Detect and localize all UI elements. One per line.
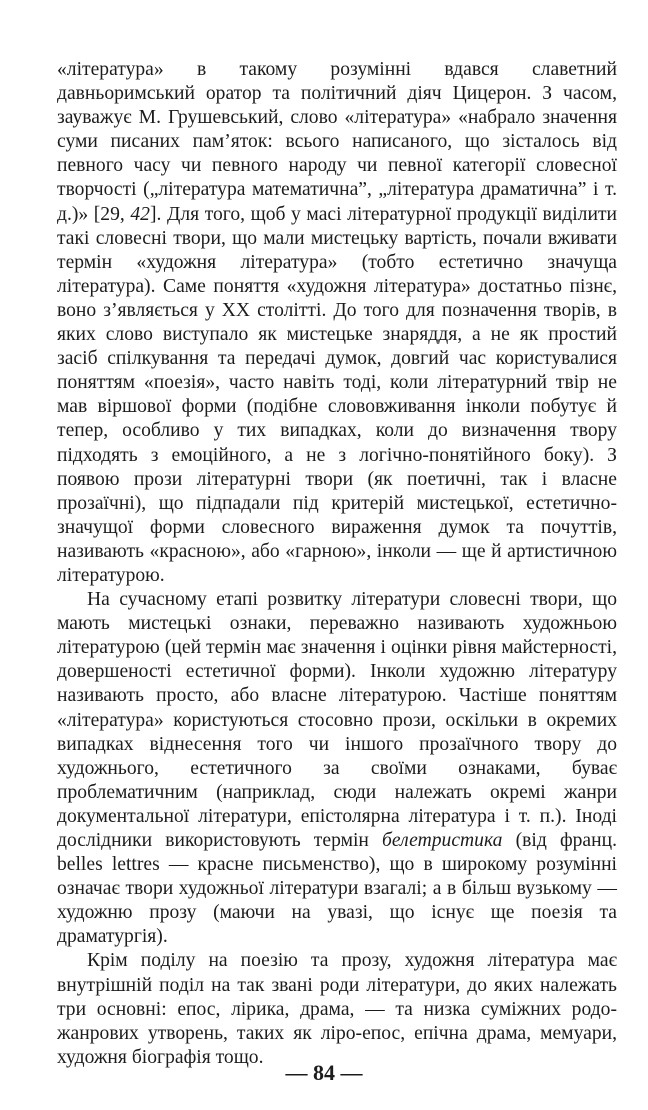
page-body [57, 58, 617, 1070]
paragraph-2-text-b: (від франц. belles lettres — красне письменство), що в широкому розумінні означає твори художньої літератури взагалі; а в більш вузькому — художню прозу (маючи на увазі, що існує ще поезія та драматургія). [57, 830, 617, 948]
paragraph-1-text-b: ]. Для того, щоб у масі літературної продукції виділити такі словесні твори, що мали мистецьку вартість, почали вживати термін «художня література» (тобто естетично значуща література). Саме поняття «художня література» достатньо пізнє, воно з’являється у XX столітті. До того для позначення творів, в яких слово виступало як мистецьке знаряддя, а не як простий засіб спілкування та передачі думок, довгий час користувалися поняттям «поезія», часто навіть тоді, коли літературний твір не мав віршової форми (подібне слововживання інколи побутує й тепер, особливо у тих випадках, коли до визначення твору підходять з емоційного, а не з логічно-понятійного боку). З появою прози літературні твори (як поетичні, так і власне прозаїчні), що підпадали під критерій мистецької, естетично-значущої форми словесного вираження думок та почуттів, називають «красною», або «гарною», інколи — ще й артистичною літературою. [57, 203, 617, 586]
paragraph-3 [57, 949, 617, 1069]
paragraph-1 [57, 58, 617, 588]
paragraph-2 [57, 588, 617, 949]
page-number: — 84 — [285, 1060, 363, 1085]
paragraph-2-term-belletristics: белетристика [382, 830, 503, 851]
paragraph-2-text-a: На сучасному етапі розвитку літератури словесні твори, що мають мистецькі ознаки, переважно називають художньою літературою (цей термін має значення і оцінки рівня майстерності, довершеності естетичної форми). Інколи художню літературу називають просто, або власне літературою. Частіше поняттям «література» користуються стосовно прози, оскільки в окремих випадках віднесення того чи іншого прозаїчного твору до художнього, естетичного за своїми ознаками, буває проблематичним (наприклад, сюди належать окремі жанри документальної літератури, епістолярна література і т. п.). Іноді дослідники використовують термін [57, 589, 617, 851]
paragraph-3-text: Крім поділу на поезію та прозу, художня література має внутрішній поділ на так звані роди літератури, до яких належать три основні: епос, лірика, драма, — та низка суміжних родо-жанрових утворень, таких як ліро-епос, епічна драма, мемуари, художня біографія тощо. [57, 950, 617, 1068]
paragraph-1-citation-page: 42 [130, 203, 150, 225]
paragraph-1-text-a: «література» в такому розумінні вдався славетний давньоримський оратор та політичний діяч Цицерон. З часом, зауважує М. Грушевський, слово «література» «набрало значення суми писаних пам’яток: всього написаного, що зісталось від певного часу чи певного народу чи певної категорії словесної творчості („література математична”, „література драматична” і т. д.)» [29, [57, 59, 617, 225]
